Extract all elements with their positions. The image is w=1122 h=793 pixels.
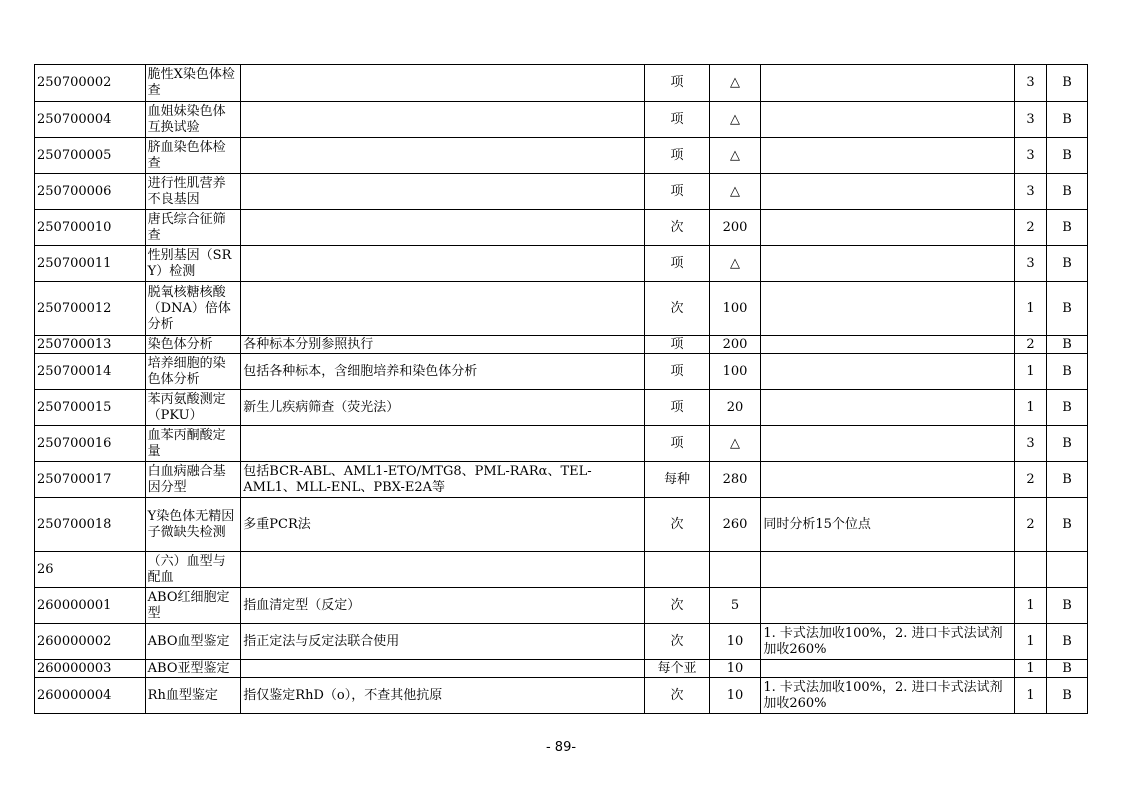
item-code-cell: 260000002 bbox=[35, 624, 146, 660]
item-name-cell: 苯丙氨酸测定（PKU） bbox=[145, 390, 241, 426]
item-code-cell: 250700018 bbox=[35, 498, 146, 552]
item-code-cell: 26 bbox=[35, 552, 146, 588]
item-content-cell: 各种标本分别参照执行 bbox=[241, 336, 645, 354]
item-code-cell: 250700002 bbox=[35, 65, 146, 102]
item-name-cell: 血苯丙酮酸定量 bbox=[145, 426, 241, 462]
grade-cell: B bbox=[1047, 102, 1088, 138]
table-row bbox=[35, 552, 1088, 588]
category-cell: 3 bbox=[1014, 138, 1046, 174]
table-row bbox=[35, 65, 1088, 102]
item-content-cell: 包括BCR-ABL、AML1-ETO/MTG8、PML-RARα、TEL-AML1、MLL-ENL、PBX-E2A等 bbox=[241, 462, 645, 498]
item-code-cell: 250700014 bbox=[35, 354, 146, 390]
item-code-cell: 250700017 bbox=[35, 462, 146, 498]
item-code-cell: 250700006 bbox=[35, 174, 146, 210]
grade-cell: B bbox=[1047, 660, 1088, 678]
item-content-cell bbox=[241, 660, 645, 678]
item-content-cell: 指仅鉴定RhD（o），不查其他抗原 bbox=[241, 678, 645, 714]
price-cell: △ bbox=[709, 65, 761, 102]
table-row bbox=[35, 210, 1088, 246]
item-name-cell: Y染色体无精因子微缺失检测 bbox=[145, 498, 241, 552]
price-cell: △ bbox=[709, 246, 761, 282]
category-cell: 3 bbox=[1014, 102, 1046, 138]
note-cell bbox=[761, 138, 1015, 174]
unit-cell: 次 bbox=[645, 498, 709, 552]
price-cell bbox=[709, 552, 761, 588]
unit-cell: 项 bbox=[645, 390, 709, 426]
category-cell: 1 bbox=[1014, 588, 1046, 624]
item-content-cell: 包括各种标本，含细胞培养和染色体分析 bbox=[241, 354, 645, 390]
category-cell: 3 bbox=[1014, 65, 1046, 102]
unit-cell: 每个亚 bbox=[645, 660, 709, 678]
item-name-cell: ABO亚型鉴定 bbox=[145, 660, 241, 678]
category-cell: 1 bbox=[1014, 660, 1046, 678]
price-cell: 200 bbox=[709, 336, 761, 354]
unit-cell: 次 bbox=[645, 588, 709, 624]
grade-cell: B bbox=[1047, 426, 1088, 462]
price-cell: △ bbox=[709, 174, 761, 210]
unit-cell: 次 bbox=[645, 282, 709, 336]
category-cell: 3 bbox=[1014, 426, 1046, 462]
table-row bbox=[35, 462, 1088, 498]
item-name-cell: ABO血型鉴定 bbox=[145, 624, 241, 660]
table-row bbox=[35, 102, 1088, 138]
grade-cell: B bbox=[1047, 624, 1088, 660]
price-cell: 200 bbox=[709, 210, 761, 246]
item-name-cell: 脐血染色体检查 bbox=[145, 138, 241, 174]
table-row bbox=[35, 138, 1088, 174]
item-name-cell: 血姐妹染色体互换试验 bbox=[145, 102, 241, 138]
item-code-cell: 250700011 bbox=[35, 246, 146, 282]
grade-cell: B bbox=[1047, 65, 1088, 102]
category-cell: 1 bbox=[1014, 282, 1046, 336]
table-row bbox=[35, 282, 1088, 336]
unit-cell bbox=[645, 552, 709, 588]
note-cell bbox=[761, 102, 1015, 138]
note-cell bbox=[761, 588, 1015, 624]
category-cell: 1 bbox=[1014, 390, 1046, 426]
category-cell: 2 bbox=[1014, 462, 1046, 498]
note-cell bbox=[761, 354, 1015, 390]
category-cell bbox=[1014, 552, 1046, 588]
item-content-cell bbox=[241, 102, 645, 138]
item-content-cell bbox=[241, 552, 645, 588]
unit-cell: 项 bbox=[645, 65, 709, 102]
note-cell bbox=[761, 552, 1015, 588]
price-cell: 100 bbox=[709, 354, 761, 390]
note-cell bbox=[761, 336, 1015, 354]
grade-cell: B bbox=[1047, 138, 1088, 174]
grade-cell: B bbox=[1047, 210, 1088, 246]
note-cell bbox=[761, 282, 1015, 336]
grade-cell: B bbox=[1047, 390, 1088, 426]
unit-cell: 项 bbox=[645, 336, 709, 354]
item-name-cell: ABO红细胞定型 bbox=[145, 588, 241, 624]
grade-cell bbox=[1047, 552, 1088, 588]
unit-cell: 次 bbox=[645, 210, 709, 246]
note-cell bbox=[761, 426, 1015, 462]
price-cell: 20 bbox=[709, 390, 761, 426]
unit-cell: 次 bbox=[645, 678, 709, 714]
price-cell: 260 bbox=[709, 498, 761, 552]
fee-schedule-table bbox=[34, 64, 1088, 714]
table-row bbox=[35, 498, 1088, 552]
grade-cell: B bbox=[1047, 282, 1088, 336]
unit-cell: 项 bbox=[645, 354, 709, 390]
note-cell bbox=[761, 210, 1015, 246]
item-content-cell bbox=[241, 174, 645, 210]
item-content-cell bbox=[241, 282, 645, 336]
item-name-cell: 培养细胞的染色体分析 bbox=[145, 354, 241, 390]
item-name-cell: 染色体分析 bbox=[145, 336, 241, 354]
note-cell bbox=[761, 462, 1015, 498]
price-cell: △ bbox=[709, 102, 761, 138]
grade-cell: B bbox=[1047, 174, 1088, 210]
item-content-cell: 指正定法与反定法联合使用 bbox=[241, 624, 645, 660]
item-name-cell: 进行性肌营养不良基因 bbox=[145, 174, 241, 210]
note-cell: 1. 卡式法加收100%，2. 进口卡式法试剂加收260% bbox=[761, 624, 1015, 660]
item-content-cell bbox=[241, 138, 645, 174]
grade-cell: B bbox=[1047, 678, 1088, 714]
unit-cell: 每种 bbox=[645, 462, 709, 498]
grade-cell: B bbox=[1047, 462, 1088, 498]
note-cell bbox=[761, 65, 1015, 102]
unit-cell: 项 bbox=[645, 246, 709, 282]
unit-cell: 项 bbox=[645, 426, 709, 462]
price-cell: 5 bbox=[709, 588, 761, 624]
item-name-cell: 脱氧核糖核酸（DNA）倍体分析 bbox=[145, 282, 241, 336]
note-cell: 同时分析15个位点 bbox=[761, 498, 1015, 552]
unit-cell: 项 bbox=[645, 102, 709, 138]
item-code-cell: 260000004 bbox=[35, 678, 146, 714]
table-row bbox=[35, 174, 1088, 210]
item-code-cell: 250700015 bbox=[35, 390, 146, 426]
item-name-cell: Rh血型鉴定 bbox=[145, 678, 241, 714]
category-cell: 2 bbox=[1014, 336, 1046, 354]
item-code-cell: 250700016 bbox=[35, 426, 146, 462]
item-code-cell: 250700012 bbox=[35, 282, 146, 336]
note-cell bbox=[761, 246, 1015, 282]
item-content-cell bbox=[241, 246, 645, 282]
item-content-cell: 新生儿疾病筛查（荧光法） bbox=[241, 390, 645, 426]
category-cell: 1 bbox=[1014, 624, 1046, 660]
note-cell: 1. 卡式法加收100%，2. 进口卡式法试剂加收260% bbox=[761, 678, 1015, 714]
price-cell: 10 bbox=[709, 660, 761, 678]
grade-cell: B bbox=[1047, 588, 1088, 624]
table-row bbox=[35, 678, 1088, 714]
table-row bbox=[35, 390, 1088, 426]
price-cell: 10 bbox=[709, 624, 761, 660]
unit-cell: 次 bbox=[645, 624, 709, 660]
price-cell: 280 bbox=[709, 462, 761, 498]
category-cell: 1 bbox=[1014, 354, 1046, 390]
note-cell bbox=[761, 390, 1015, 426]
table-row bbox=[35, 624, 1088, 660]
item-content-cell bbox=[241, 426, 645, 462]
table-row bbox=[35, 426, 1088, 462]
price-cell: 10 bbox=[709, 678, 761, 714]
grade-cell: B bbox=[1047, 246, 1088, 282]
price-cell: △ bbox=[709, 426, 761, 462]
category-cell: 2 bbox=[1014, 210, 1046, 246]
item-name-cell: 唐氏综合征筛查 bbox=[145, 210, 241, 246]
item-name-cell: 白血病融合基因分型 bbox=[145, 462, 241, 498]
item-content-cell: 指血清定型（反定） bbox=[241, 588, 645, 624]
table-row bbox=[35, 588, 1088, 624]
item-name-cell: 性别基因（SRY）检测 bbox=[145, 246, 241, 282]
table-row bbox=[35, 660, 1088, 678]
item-content-cell: 多重PCR法 bbox=[241, 498, 645, 552]
item-content-cell bbox=[241, 210, 645, 246]
table-row bbox=[35, 246, 1088, 282]
item-name-cell: （六）血型与配血 bbox=[145, 552, 241, 588]
category-cell: 3 bbox=[1014, 246, 1046, 282]
note-cell bbox=[761, 174, 1015, 210]
table-row bbox=[35, 354, 1088, 390]
category-cell: 1 bbox=[1014, 678, 1046, 714]
grade-cell: B bbox=[1047, 498, 1088, 552]
note-cell bbox=[761, 660, 1015, 678]
item-content-cell bbox=[241, 65, 645, 102]
grade-cell: B bbox=[1047, 354, 1088, 390]
unit-cell: 项 bbox=[645, 138, 709, 174]
item-code-cell: 260000001 bbox=[35, 588, 146, 624]
item-code-cell: 250700005 bbox=[35, 138, 146, 174]
price-cell: 100 bbox=[709, 282, 761, 336]
table-row bbox=[35, 336, 1088, 354]
category-cell: 2 bbox=[1014, 498, 1046, 552]
item-code-cell: 250700010 bbox=[35, 210, 146, 246]
item-code-cell: 250700004 bbox=[35, 102, 146, 138]
unit-cell: 项 bbox=[645, 174, 709, 210]
item-code-cell: 260000003 bbox=[35, 660, 146, 678]
price-cell: △ bbox=[709, 138, 761, 174]
category-cell: 3 bbox=[1014, 174, 1046, 210]
item-name-cell: 脆性X染色体检查 bbox=[145, 65, 241, 102]
item-code-cell: 250700013 bbox=[35, 336, 146, 354]
page-number: - 89- bbox=[545, 740, 577, 755]
grade-cell: B bbox=[1047, 336, 1088, 354]
